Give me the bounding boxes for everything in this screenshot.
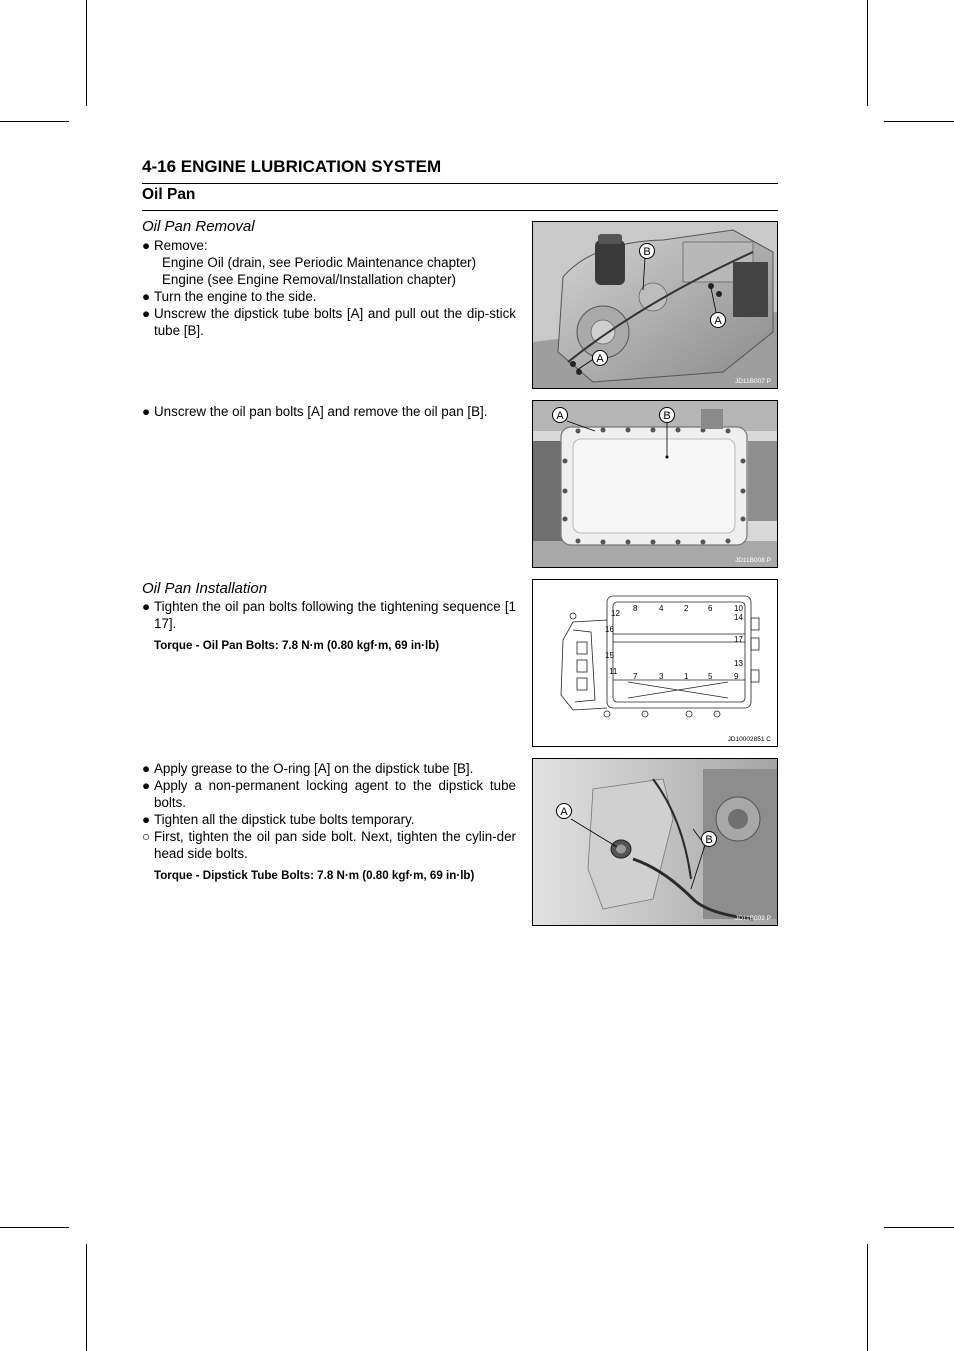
bolt-num-4: 4 (659, 604, 664, 613)
step-text: Unscrew the oil pan bolts [A] and remove the oil pan [B]. (154, 404, 488, 419)
step-text: Tighten the oil pan bolts following the tightening sequence [1 17]. (154, 599, 531, 631)
step-text: Apply a non-permanent locking agent to the dipstick tube bolts. (154, 778, 516, 810)
fig1-label-a-lower: A (596, 353, 604, 365)
torque-dipstick: Torque - Dipstick Tube Bolts: 7.8 N·m (0.80 kgf·m, 69 in·lb) (154, 869, 475, 882)
step-locking-agent (142, 777, 516, 811)
step-text: Tighten all the dipstick tube bolts temporary. (154, 812, 415, 827)
crop-mark-top-left-v (86, 0, 87, 106)
bolt-num-3: 3 (659, 672, 664, 681)
fig4-label-a: A (560, 806, 568, 818)
removal-steps (142, 237, 516, 339)
bolt-num-8: 8 (633, 604, 638, 613)
fig4-label-b: B (705, 834, 713, 846)
bolt-num-6: 6 (708, 604, 713, 613)
bolt-num-13: 13 (734, 659, 743, 668)
fig2-label-b: B (663, 410, 671, 422)
bolt-num-14: 14 (734, 613, 743, 622)
fig1-label-a: A (714, 315, 722, 327)
figure-dipstick-oring (532, 758, 778, 926)
step-temporary (142, 811, 516, 828)
bolt-num-12: 12 (611, 609, 620, 618)
hollow-bullet-icon: ○ (142, 829, 151, 844)
step-first-tighten (142, 828, 516, 862)
bolt-num-9: 9 (734, 672, 739, 681)
section-title: Oil Pan (142, 186, 196, 203)
bullet-icon: ● (142, 778, 151, 793)
step-text: First, tighten the oil pan side bolt. Next, tighten the cylin-der head side bolts. (154, 829, 516, 861)
fig1-code: JD11B007 P (734, 378, 771, 385)
bolt-num-5: 5 (708, 672, 713, 681)
fig1-label-b: B (643, 246, 651, 258)
bullet-icon: ● (142, 404, 151, 419)
step-remove (142, 237, 516, 254)
fig2-label-a: A (556, 410, 564, 422)
dipstick-install-steps (142, 760, 516, 884)
crop-mark-bottom-left-v (86, 1244, 87, 1351)
figure-oil-pan-removal (532, 400, 778, 568)
crop-mark-top-right-v (867, 0, 868, 106)
installation-heading: Oil Pan Installation (142, 580, 268, 597)
step-text: Turn the engine to the side. (154, 289, 317, 304)
fig3-code: JD10002851 C (727, 736, 771, 743)
fig4-code: JD11B009 P (734, 915, 771, 922)
bolt-num-2: 2 (684, 604, 689, 613)
header-divider (142, 183, 778, 184)
bullet-icon: ● (142, 599, 151, 614)
step-text: Unscrew the dipstick tube bolts [A] and pull out the dip-stick tube [B]. (154, 306, 516, 338)
bolt-num-1: 1 (684, 672, 689, 681)
bolt-num-16: 16 (605, 625, 614, 634)
bullet-icon: ● (142, 289, 151, 304)
fig2-code: JD11B008 P (734, 557, 771, 564)
step-dipstick-bolts (142, 305, 516, 339)
step-oilpan-bolts (142, 403, 516, 420)
step-text: Apply grease to the O-ring [A] on the dipstick tube [B]. (154, 761, 474, 776)
torque-oilpan: Torque - Oil Pan Bolts: 7.8 N·m (0.80 kgf·m, 69 in·lb) (154, 639, 440, 652)
step-grease (142, 760, 516, 777)
crop-mark-top-left-h (0, 121, 69, 122)
bolt-num-11: 11 (609, 667, 618, 676)
bullet-icon: ● (142, 238, 151, 253)
figure-engine-dipstick (532, 221, 778, 389)
bolt-num-7: 7 (633, 672, 638, 681)
bolt-num-10: 10 (734, 604, 743, 613)
bolt-num-15: 15 (605, 651, 614, 660)
crop-mark-bottom-right-v (867, 1244, 868, 1351)
remove-label: Remove: (154, 238, 208, 253)
step-tighten-sequence (142, 598, 531, 632)
bullet-icon: ● (142, 812, 151, 827)
bullet-icon: ● (142, 761, 151, 776)
remove-item-engine: Engine (see Engine Removal/Installation chapter) (162, 272, 457, 287)
crop-mark-top-right-h (884, 121, 954, 122)
installation-steps (142, 598, 531, 654)
step-turn-engine (142, 288, 516, 305)
crop-mark-bottom-left-h (0, 1227, 69, 1228)
bullet-icon: ● (142, 306, 151, 321)
section-divider (142, 210, 778, 211)
removal-heading: Oil Pan Removal (142, 218, 255, 235)
oilpan-step-block (142, 403, 516, 420)
crop-mark-bottom-right-h (884, 1227, 954, 1228)
chapter-title: 4-16 ENGINE LUBRICATION SYSTEM (142, 157, 442, 176)
bolt-num-17: 17 (734, 635, 743, 644)
figure-tightening-sequence (532, 579, 778, 747)
remove-item-oil: Engine Oil (drain, see Periodic Maintenance chapter) (162, 255, 477, 270)
